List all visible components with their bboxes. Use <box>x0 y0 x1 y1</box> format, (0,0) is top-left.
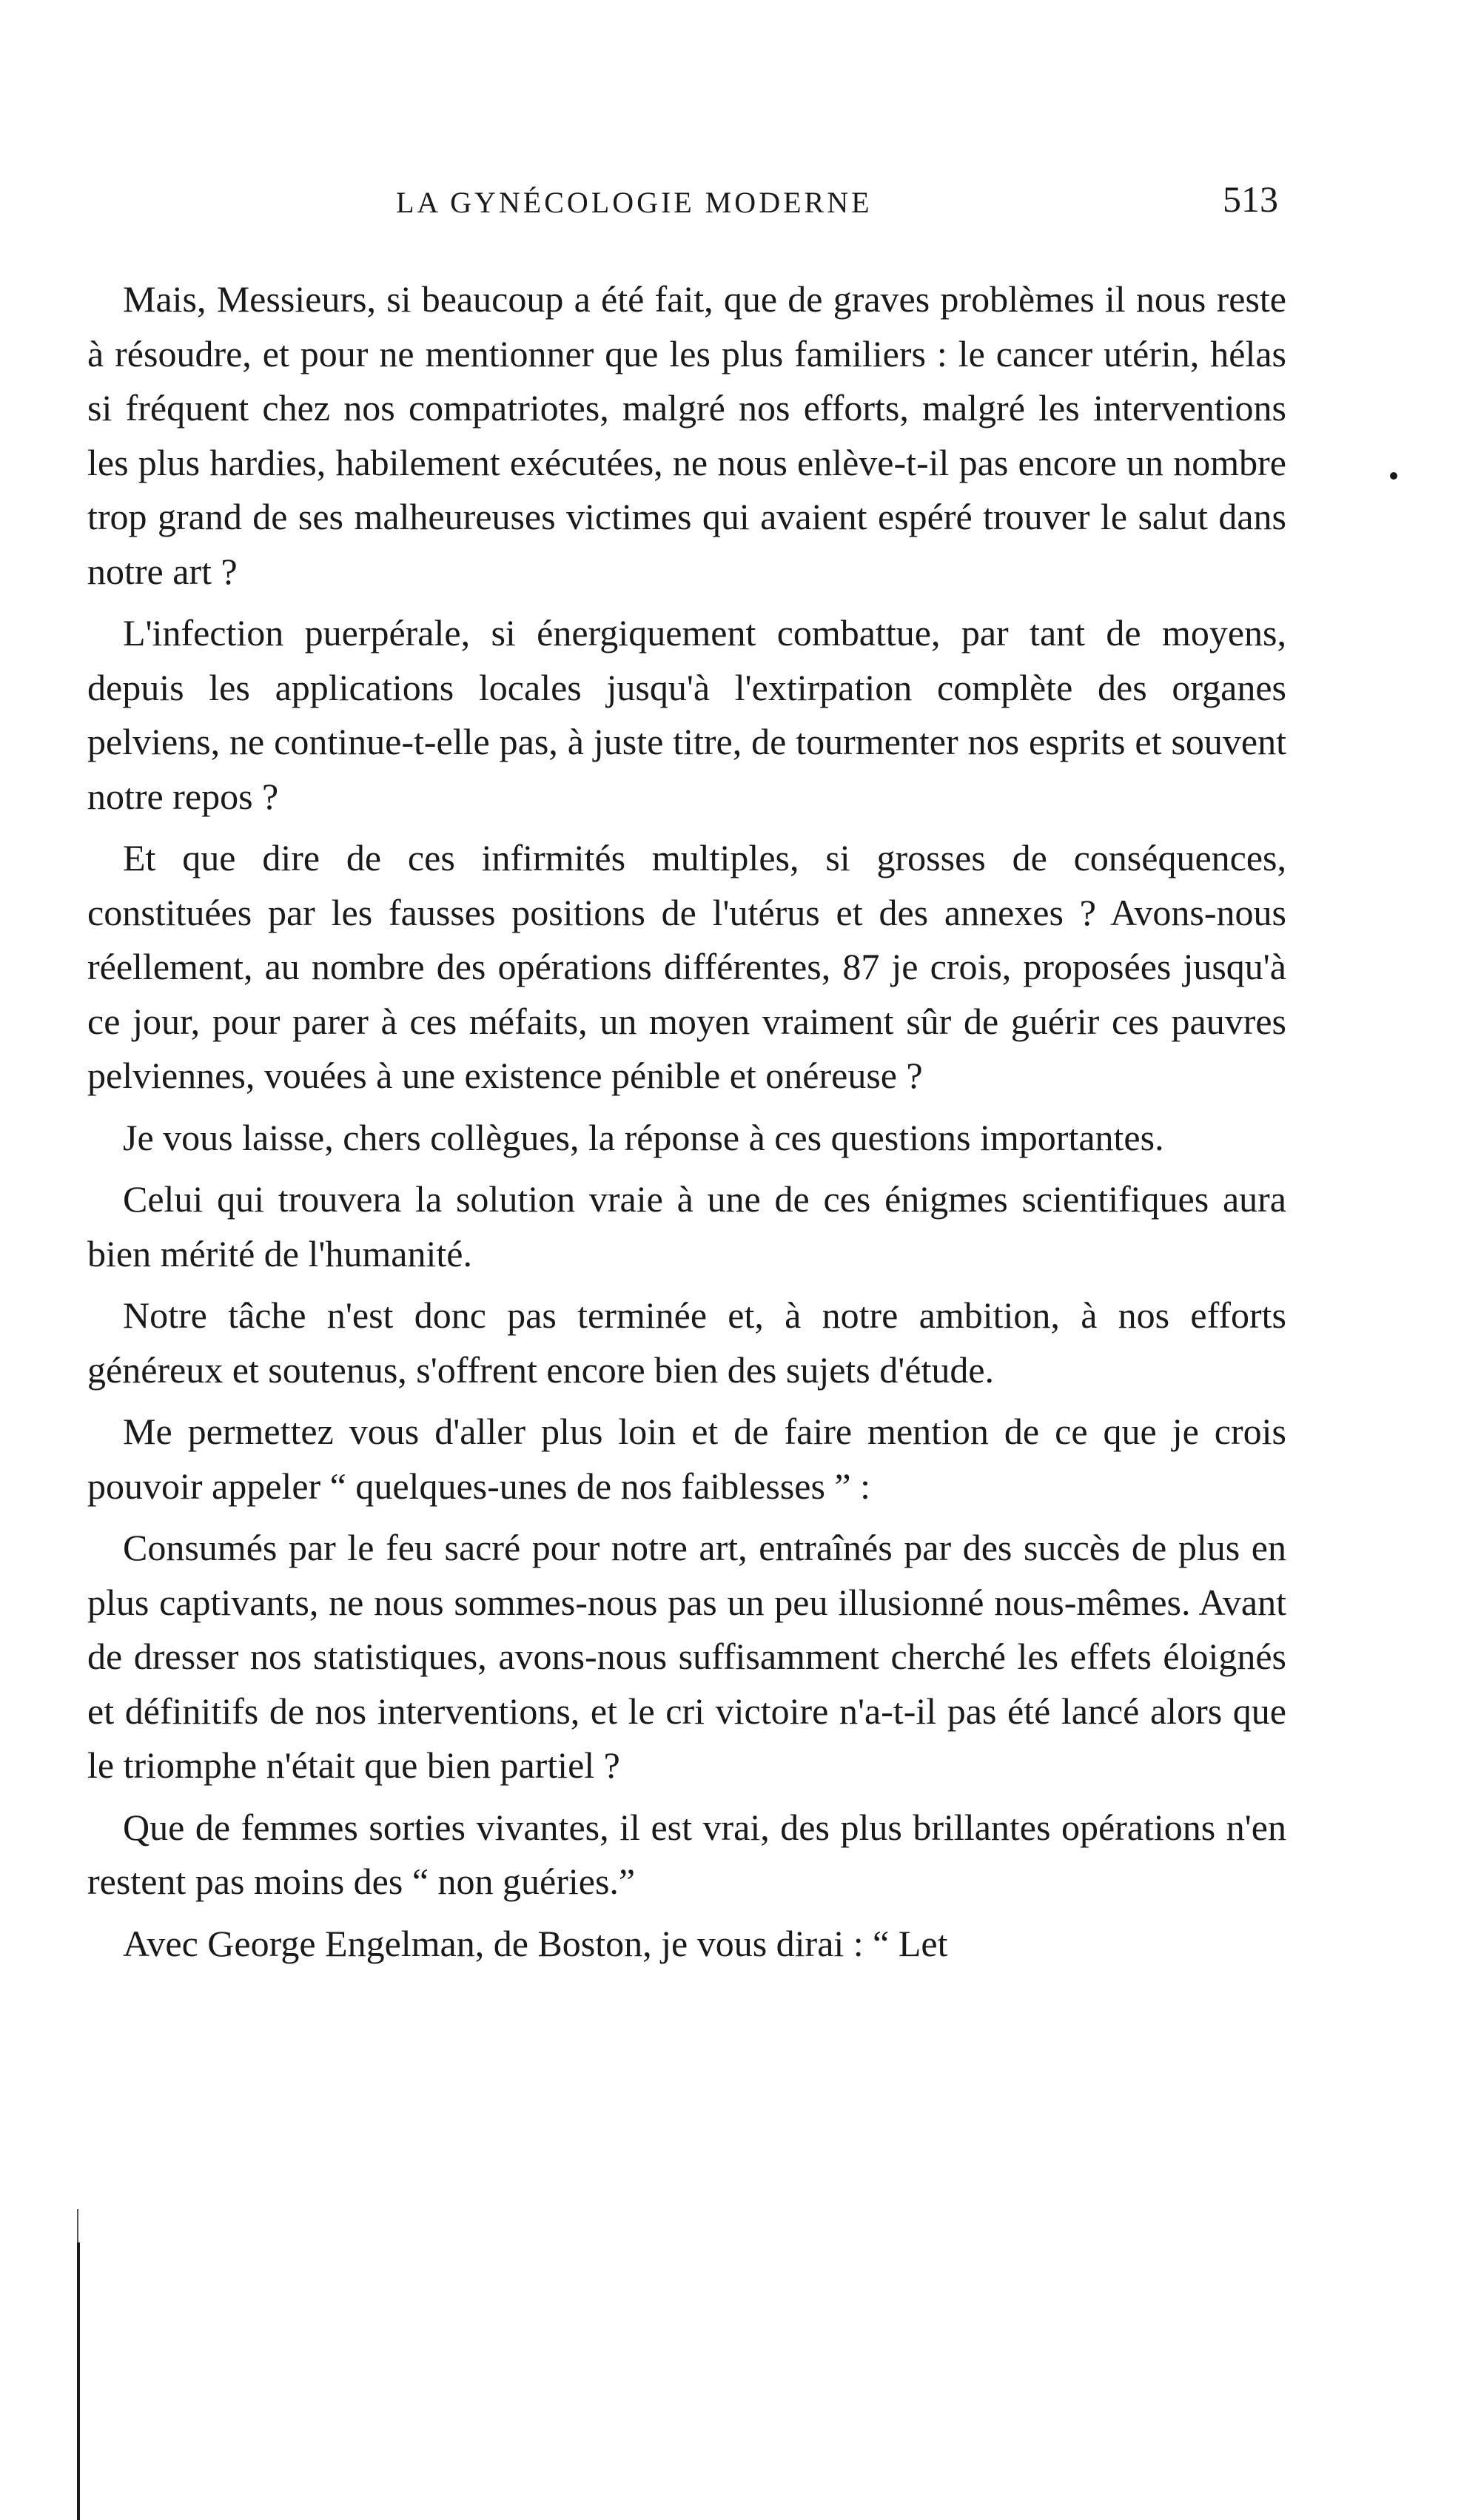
paragraph: Avec George Engelman, de Boston, je vous dirai : “ Let <box>123 1922 948 1964</box>
margin-mark <box>77 2242 80 2520</box>
paragraph: Celui qui trouvera la solution vraie à une de ces énigmes scientifiques aura bien mérité de l'humanité. <box>87 1178 1286 1274</box>
paragraph: Je vous laisse, chers collègues, la réponse à ces questions importantes. <box>123 1116 1164 1158</box>
paragraph: Notre tâche n'est donc pas terminée et, à notre ambition, à nos efforts généreux et soutenus, s'offrent encore bien des sujets d'étude. <box>87 1294 1286 1391</box>
paragraph: Et que dire de ces infirmités multiples, si grosses de conséquences, constituées par les fausses positions de l'utérus et des annexes ? Avons-nous réellement, au nombre des opérations différentes, 87 je crois, proposées jusqu'à ce jour, pour parer à ces méfaits, un moyen vraiment sûr de guérir ces pauvres pelviennes, vouées à une existence pénible et onéreuse ? <box>87 837 1286 1096</box>
page-number: 513 <box>1223 178 1278 220</box>
ink-speck <box>1390 472 1397 480</box>
body-text <box>87 272 1286 1971</box>
paragraph: Me permettez vous d'aller plus loin et de faire mention de ce que je crois pouvoir appeler “ quelques-unes de nos faiblesses ” : <box>87 1411 1286 1507</box>
paragraph: Mais, Messieurs, si beaucoup a été fait, que de graves problèmes il nous reste à résoudre, et pour ne mentionner que les plus familiers : le cancer utérin, hélas si fréquent chez nos compatriotes, malgré nos efforts, malgré les interventions les plus hardies, habilement exécutées, ne nous enlève-t-il pas encore un nombre trop grand de ses malheureuses victimes qui avaient espéré trouver le salut dans notre art ? <box>87 278 1286 592</box>
paragraph: Que de femmes sorties vivantes, il est vrai, des plus brillantes opérations n'en restent pas moins des “ non guéries.” <box>87 1806 1286 1902</box>
paragraph: L'infection puerpérale, si énergiquement combattue, par tant de moyens, depuis les applications locales jusqu'à l'extirpation complète des organes pelviens, ne continue-t-elle pas, à juste titre, de tourmenter nos esprits et souvent notre repos ? <box>87 612 1286 817</box>
paragraph: Consumés par le feu sacré pour notre art, entraînés par des succès de plus en plus captivants, ne nous sommes-nous pas un peu illusionné nous-mêmes. Avant de dresser nos statistiques, avons-nous suffisamment cherché les effets éloignés et définitifs de nos interventions, et le cri victoire n'a-t-il pas été lancé alors que le triomphe n'était que bien partiel ? <box>87 1527 1286 1786</box>
running-header: LA GYNÉCOLOGIE MODERNE <box>396 186 873 219</box>
